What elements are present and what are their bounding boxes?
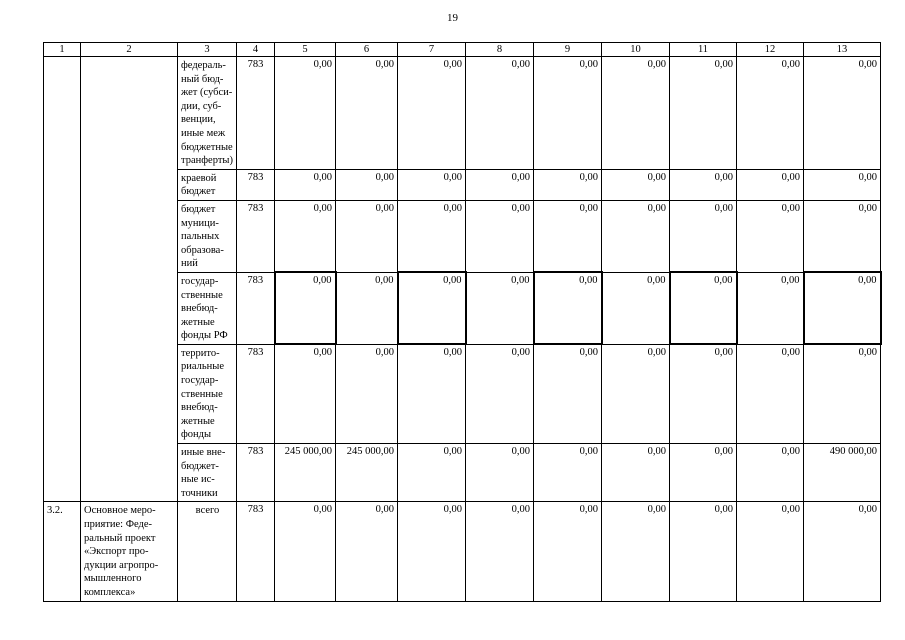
value-cell: 0,00 xyxy=(275,272,336,344)
value-cell: 0,00 xyxy=(804,169,881,200)
value-cell: 0,00 xyxy=(737,169,804,200)
value-cell: 0,00 xyxy=(670,57,737,170)
table-row-3-2 xyxy=(44,502,881,601)
value-cell: 245 000,00 xyxy=(275,444,336,502)
funding-source-cell: иные вне- бюджет- ные ис- точники xyxy=(178,444,237,502)
value-cell: 0,00 xyxy=(275,502,336,601)
value-cell: 0,00 xyxy=(670,444,737,502)
value-cell: 0,00 xyxy=(336,344,398,443)
code-cell: 783 xyxy=(237,200,275,272)
value-cell: 0,00 xyxy=(670,344,737,443)
value-cell: 0,00 xyxy=(534,200,602,272)
value-cell: 0,00 xyxy=(466,200,534,272)
table-body xyxy=(44,43,881,602)
code-cell: 783 xyxy=(237,344,275,443)
column-header: 8 xyxy=(466,43,534,57)
code-cell: 783 xyxy=(237,444,275,502)
column-header: 2 xyxy=(81,43,178,57)
column-header: 4 xyxy=(237,43,275,57)
value-cell: 0,00 xyxy=(737,502,804,601)
funding-source-cell: бюджет муници- пальных образова- ний xyxy=(178,200,237,272)
column-header: 13 xyxy=(804,43,881,57)
value-cell: 0,00 xyxy=(737,57,804,170)
value-cell: 0,00 xyxy=(398,200,466,272)
value-cell: 0,00 xyxy=(398,169,466,200)
funding-source-cell: государ- ственные внебюд- жетные фонды РФ xyxy=(178,272,237,344)
value-cell: 0,00 xyxy=(398,444,466,502)
column-header: 7 xyxy=(398,43,466,57)
value-cell: 0,00 xyxy=(737,444,804,502)
value-cell: 0,00 xyxy=(336,57,398,170)
value-cell: 0,00 xyxy=(737,200,804,272)
value-cell: 0,00 xyxy=(275,169,336,200)
value-cell: 0,00 xyxy=(534,57,602,170)
code-cell: 783 xyxy=(237,57,275,170)
value-cell: 0,00 xyxy=(602,502,670,601)
row-number-cell xyxy=(44,57,81,502)
value-cell: 0,00 xyxy=(737,272,804,344)
value-cell: 0,00 xyxy=(737,344,804,443)
code-cell: 783 xyxy=(237,502,275,601)
value-cell: 0,00 xyxy=(466,444,534,502)
value-cell: 0,00 xyxy=(534,272,602,344)
column-header: 6 xyxy=(336,43,398,57)
funding-source-cell: террито- риальные государ- ственные внебюд- жетные фонды xyxy=(178,344,237,443)
value-cell: 0,00 xyxy=(602,344,670,443)
column-header: 10 xyxy=(602,43,670,57)
value-cell: 0,00 xyxy=(804,272,881,344)
value-cell: 0,00 xyxy=(602,57,670,170)
column-header: 1 xyxy=(44,43,81,57)
row-number-cell: 3.2. xyxy=(44,502,81,601)
value-cell: 0,00 xyxy=(466,344,534,443)
value-cell: 0,00 xyxy=(275,57,336,170)
value-cell: 0,00 xyxy=(804,200,881,272)
value-cell: 0,00 xyxy=(466,272,534,344)
value-cell: 0,00 xyxy=(336,200,398,272)
value-cell: 0,00 xyxy=(602,272,670,344)
value-cell: 0,00 xyxy=(534,344,602,443)
page-number: 19 xyxy=(447,12,458,24)
column-header: 11 xyxy=(670,43,737,57)
value-cell: 0,00 xyxy=(336,169,398,200)
value-cell: 0,00 xyxy=(398,272,466,344)
value-cell: 0,00 xyxy=(466,502,534,601)
value-cell: 0,00 xyxy=(804,502,881,601)
value-cell: 0,00 xyxy=(804,57,881,170)
value-cell: 490 000,00 xyxy=(804,444,881,502)
value-cell: 0,00 xyxy=(670,502,737,601)
value-cell: 0,00 xyxy=(466,57,534,170)
value-cell: 0,00 xyxy=(670,272,737,344)
measure-name-cell xyxy=(81,57,178,502)
funding-source-cell: краевой бюджет xyxy=(178,169,237,200)
value-cell: 0,00 xyxy=(602,169,670,200)
value-cell: 0,00 xyxy=(602,444,670,502)
column-header: 5 xyxy=(275,43,336,57)
value-cell: 245 000,00 xyxy=(336,444,398,502)
header-row xyxy=(44,43,881,57)
value-cell: 0,00 xyxy=(398,502,466,601)
column-header: 9 xyxy=(534,43,602,57)
value-cell: 0,00 xyxy=(275,200,336,272)
code-cell: 783 xyxy=(237,169,275,200)
column-header: 3 xyxy=(178,43,237,57)
value-cell: 0,00 xyxy=(534,444,602,502)
value-cell: 0,00 xyxy=(336,272,398,344)
measure-name-cell: Основное меро- приятие: Феде- ральный проект «Экспорт про- дукции агропро- мышленного комплекса» xyxy=(81,502,178,601)
funding-source-cell: всего xyxy=(178,502,237,601)
value-cell: 0,00 xyxy=(670,200,737,272)
table-row xyxy=(44,57,881,170)
code-cell: 783 xyxy=(237,272,275,344)
value-cell: 0,00 xyxy=(336,502,398,601)
value-cell: 0,00 xyxy=(534,502,602,601)
funding-source-cell: федераль- ный бюд- жет (субси- дии, суб- венции, иные меж бюджетные транферты) xyxy=(178,57,237,170)
value-cell: 0,00 xyxy=(804,344,881,443)
value-cell: 0,00 xyxy=(534,169,602,200)
value-cell: 0,00 xyxy=(466,169,534,200)
budget-table xyxy=(43,42,882,602)
value-cell: 0,00 xyxy=(275,344,336,443)
value-cell: 0,00 xyxy=(398,57,466,170)
column-header: 12 xyxy=(737,43,804,57)
value-cell: 0,00 xyxy=(602,200,670,272)
value-cell: 0,00 xyxy=(670,169,737,200)
value-cell: 0,00 xyxy=(398,344,466,443)
